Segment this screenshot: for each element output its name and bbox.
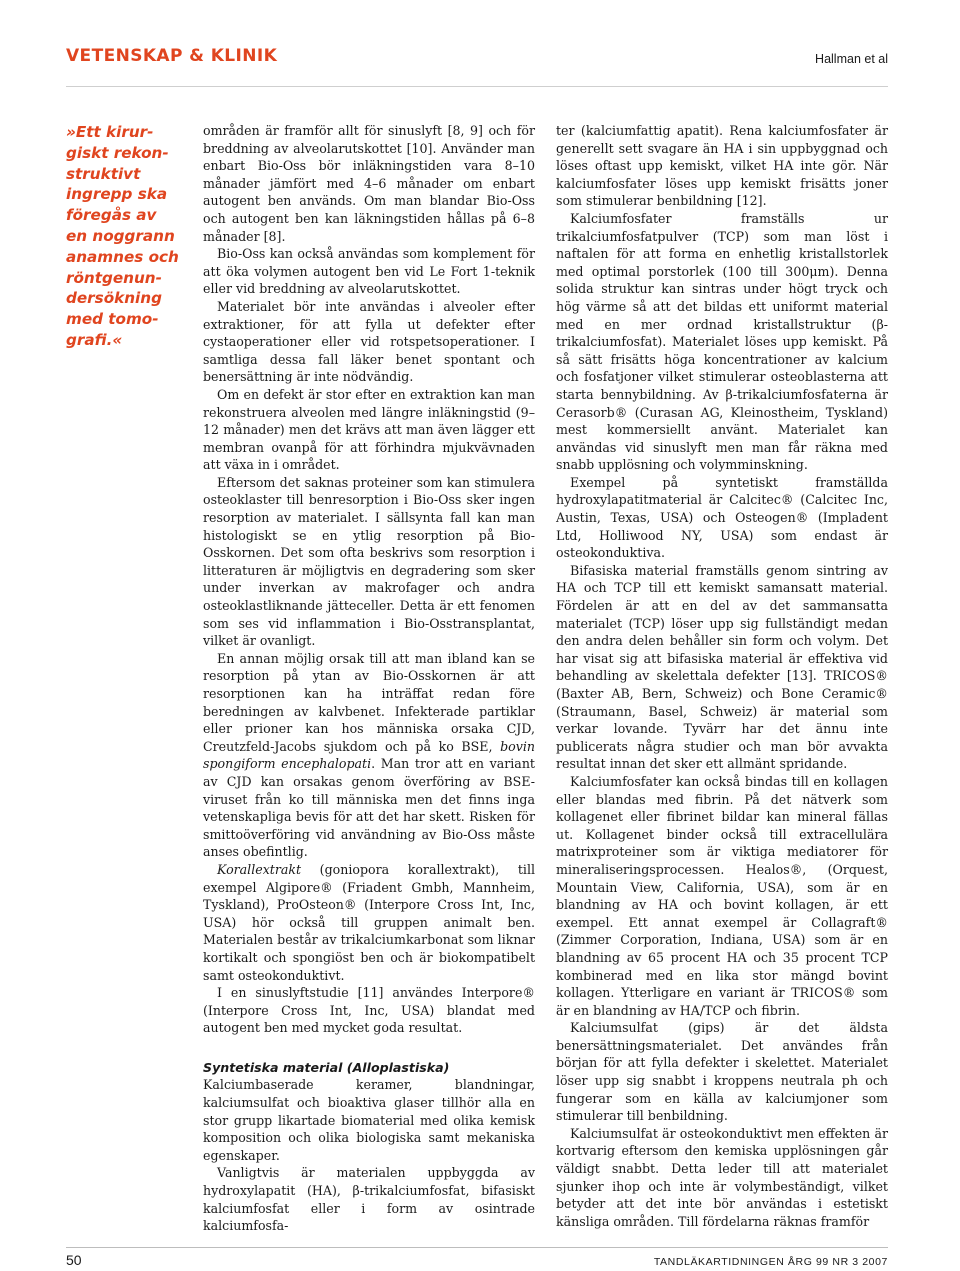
page-number: 50 xyxy=(66,1252,82,1268)
pull-quote-line: giskt rekon- xyxy=(66,143,169,162)
pull-quote-line: dersökning xyxy=(66,289,162,308)
emphasis-text: bovin spongiform encephalopati xyxy=(203,738,535,772)
paragraph: Bifasiska material framställs genom sintring av HA och TCP till ett kemiskt samansatt material. Fördelen är att en del av det sammansatta materialet (TCP) löser upp sig fullständigt medan den andra delen behåller sin form och volym. Det har visat sig att bifasiska material är effektiva vid behandling av skelettala defekter [13]. TRICOS® (Baxter AB, Bern, Schweiz) och Bone Ceramic® (Straumann, Basel, Schweiz) är material som verkar lovande. Tyvärr har det ännu inte publicerats några studier och man bör avvakta resultat innan det sker ett allmänt spridande. xyxy=(556,562,888,772)
paragraph: I en sinuslyftstudie [11] användes Interpore® (Interpore Cross Int, Inc, USA) blandat med autogent ben med mycket goda resultat. xyxy=(203,985,535,1036)
left-column xyxy=(203,122,535,1235)
paragraph: Exempel på syntetiskt framställda hydroxylapatitmaterial är Calcitec® (Calcitec Inc, Austin, Texas, USA) och Osteogen® (Impladent Ltd, Holliwood NY, USA) som endast är osteokonduktiva. xyxy=(556,474,888,561)
pull-quote-line: ingrepp ska xyxy=(66,185,168,204)
header-rule xyxy=(66,86,888,87)
pull-quote-line: grafi.« xyxy=(66,330,123,349)
pull-quote-line: struktivt xyxy=(66,164,141,183)
footer-rule xyxy=(66,1247,888,1248)
paragraph xyxy=(203,861,535,984)
paragraph: Eftersom det saknas proteiner som kan stimulera osteoklaster till benresorption i Bio-Oss sker ingen resorption av materialet. I sällsynta fall kan man histologiskt se en ytlig resorption på Bio-Osskornen. Det som ofta beskrivs som resorption i litteraturen är möjligtvis en degradering som sker under inverkan av makrofager och andra osteoklastliknande jätteceller. Detta är ett fenomen som ses vid inflammation i Bio-Osstransplantat, vilket är ovanligt. xyxy=(203,474,535,649)
paragraph: områden är framför allt för sinuslyft [8, 9] och för breddning av alveolarutskottet [10]. Använder man enbart Bio-Oss bör inläkningstiden vara 8–10 månader jämfört med 4–6 månader om enbart autogent ben används. Om man blandar Bio-Oss och autogent ben kan läkningstiden hållas på 6–8 månader [8]. xyxy=(203,123,535,244)
paragraph: ter (kalciumfattig apatit). Rena kalciumfosfater är generellt sett svagare än HA i sin uppbyggnad och löses oftast upp kemiskt, vilket HA inte gör. När kalciumfosfater löses upp kemiskt frisätts joner som stimulerar benbildning [12]. xyxy=(556,123,888,209)
right-column xyxy=(556,122,888,1230)
pull-quote-line: röntgenun- xyxy=(66,268,162,287)
paragraph: Bio-Oss kan också användas som komplement för att öka volymen autogent ben vid Le Fort 1-teknik eller vid breddning av alveolarutskottet. xyxy=(203,246,535,297)
paragraph: Kalciumfosfater kan också bindas till en kollagen eller blandas med fibrin. På det nätverk som kollagenet eller fibrinet bildar kan mineral fällas ut. Kollagenet binder också till extracellulära matrixproteiner som är viktiga mediatorer för mineraliseringsprocessen. Healos®, (Orquest, Mountain View, California, USA), som är en blandning av HA och bovint kollagen, är ett exempel. Ett annat exempel är Collagraft® (Zimmer Corporation, Indiana, USA) som är en blandning av 65 procent HA och 35 procent TCP kombinerad med en lika stor mängd bovint kollagen. Ytterligare en variant är TRICOS® som är en blandning av HA/TCP och fibrin. xyxy=(556,773,888,1018)
paragraph-text: En annan möjlig orsak till att man ibland kan se resorption på ytan av Bio-Osskornen är att resorptionen kan ha inträffat redan före beredningen av kalvbenet. Infekterade partiklar eller prioner kan hos människa orsaka CJD, Creutzfeld-Jacobs sjukdom och på ko BSE, xyxy=(203,650,535,754)
paragraph: Kalciumfosfater framställs ur trikalciumfosfatpulver (TCP) som man löst i naftalen för att forma en enhetlig kristallstorlek med optimal porstorlek (100 till 300μm). Denna solida struktur kan sintras under högt tryck och hög värme så att det bildas ett uniformt material med en mer ordnad kristallstruktur (β-trikalciumfosfat). Materialet löses upp kemiskt. På så sätt frisätts höga koncentrationer av kalcium och fosfatjoner vilket stimulerar osteoblasterna att starta bennybildning. Av β-trikalciumfosfaterna är Cerasorb® (Curasan AG, Kleinostheim, Tyskland) mest kommersiellt använt. Materialet kan användas vid sinuslyft men man får räkna med snabb upplösning och volymminskning. xyxy=(556,210,888,473)
paragraph xyxy=(203,650,535,861)
journal-reference: TANDLÄKARTIDNINGEN ÅRG 99 NR 3 2007 xyxy=(653,1256,888,1268)
pull-quote xyxy=(66,122,184,351)
paragraph-text: . Man tror att en variant av CJD kan orsakas genom överföring av BSE-viruset från ko till människa men det finns inga vetenskapliga bevis för att det har skett. Risken för smittoöverföring vid användning av Bio-Oss måste anses obefintlig. xyxy=(203,756,535,860)
author-tag: Hallman et al xyxy=(815,52,888,66)
paragraph-text: (goniopora korallextrakt), till exempel Algipore® (Friadent Gmbh, Mannheim, Tyskland), ProOsteon® (Interpore Cross Int, Inc, USA) hör också till gruppen animalt ben. Materialen består av trikalciumkarbonat som liknar kortikalt och spongiöst ben och är biokompatibelt samt osteokonduktivt. xyxy=(203,861,535,983)
page-header xyxy=(66,44,888,72)
paragraph: Materialet bör inte användas i alveoler efter extraktioner, för att fylla ut defekter efter cystaoperationer eller vid rotspetsoperationer. I samtliga dessa fall läker benet spontant och benersättning är inte nödvändig. xyxy=(203,298,535,385)
emphasis-text: Korallextrakt xyxy=(217,861,302,877)
pull-quote-line: »Ett kirur- xyxy=(66,123,154,141)
paragraph: Om en defekt är stor efter en extraktion kan man rekonstruera alveolen med längre inläkningstid (9–12 månader) men det krävs att man även lägger ett membran ovanpå för att förhindra mjukvävnaden att växa in i området. xyxy=(203,386,535,473)
pull-quote-line: med tomo- xyxy=(66,310,159,329)
pull-quote-line: anamnes och xyxy=(66,247,179,266)
section-heading: Syntetiska material (Alloplastiska) xyxy=(203,1059,450,1075)
pull-quote-line: en noggrann xyxy=(66,226,175,245)
paragraph: Kalciumsulfat (gips) är det äldsta benersättningsmaterialet. Det användes från början för att fylla defekter i skelettet. Materialet löser upp sig snabbt i kroppens neutrala ph och fungerar som en källa av kalciumjoner som stimulerar till benbildning. xyxy=(556,1020,888,1124)
pull-quote-line: föregås av xyxy=(66,206,157,225)
section-title: VETENSKAP & KLINIK xyxy=(66,46,278,66)
paragraph: Kalciumsulfat är osteokonduktivt men effekten är kortvarig eftersom den kemiska upplösningen går väldigt snabbt. Detta leder till att materialet sjunker ihop och inte är volymbeständigt, vilket betyder att det inte bör användas i estetiskt känsliga områden. Till fördelarna räknas framför xyxy=(556,1125,888,1229)
paragraph: Vanligtvis är materialen uppbyggda av hydroxylapatit (HA), β-trikalciumfosfat, bifasiskt kalciumfosfat eller i form av osintrade kalciumfosfa- xyxy=(203,1165,535,1234)
paragraph: Kalciumbaserade keramer, blandningar, kalciumsulfat och bioaktiva glaser tillhör alla en stor grupp likartade biomaterial med olika kemisk komposition och olika biologiska samt mekaniska egenskaper. xyxy=(203,1077,535,1163)
